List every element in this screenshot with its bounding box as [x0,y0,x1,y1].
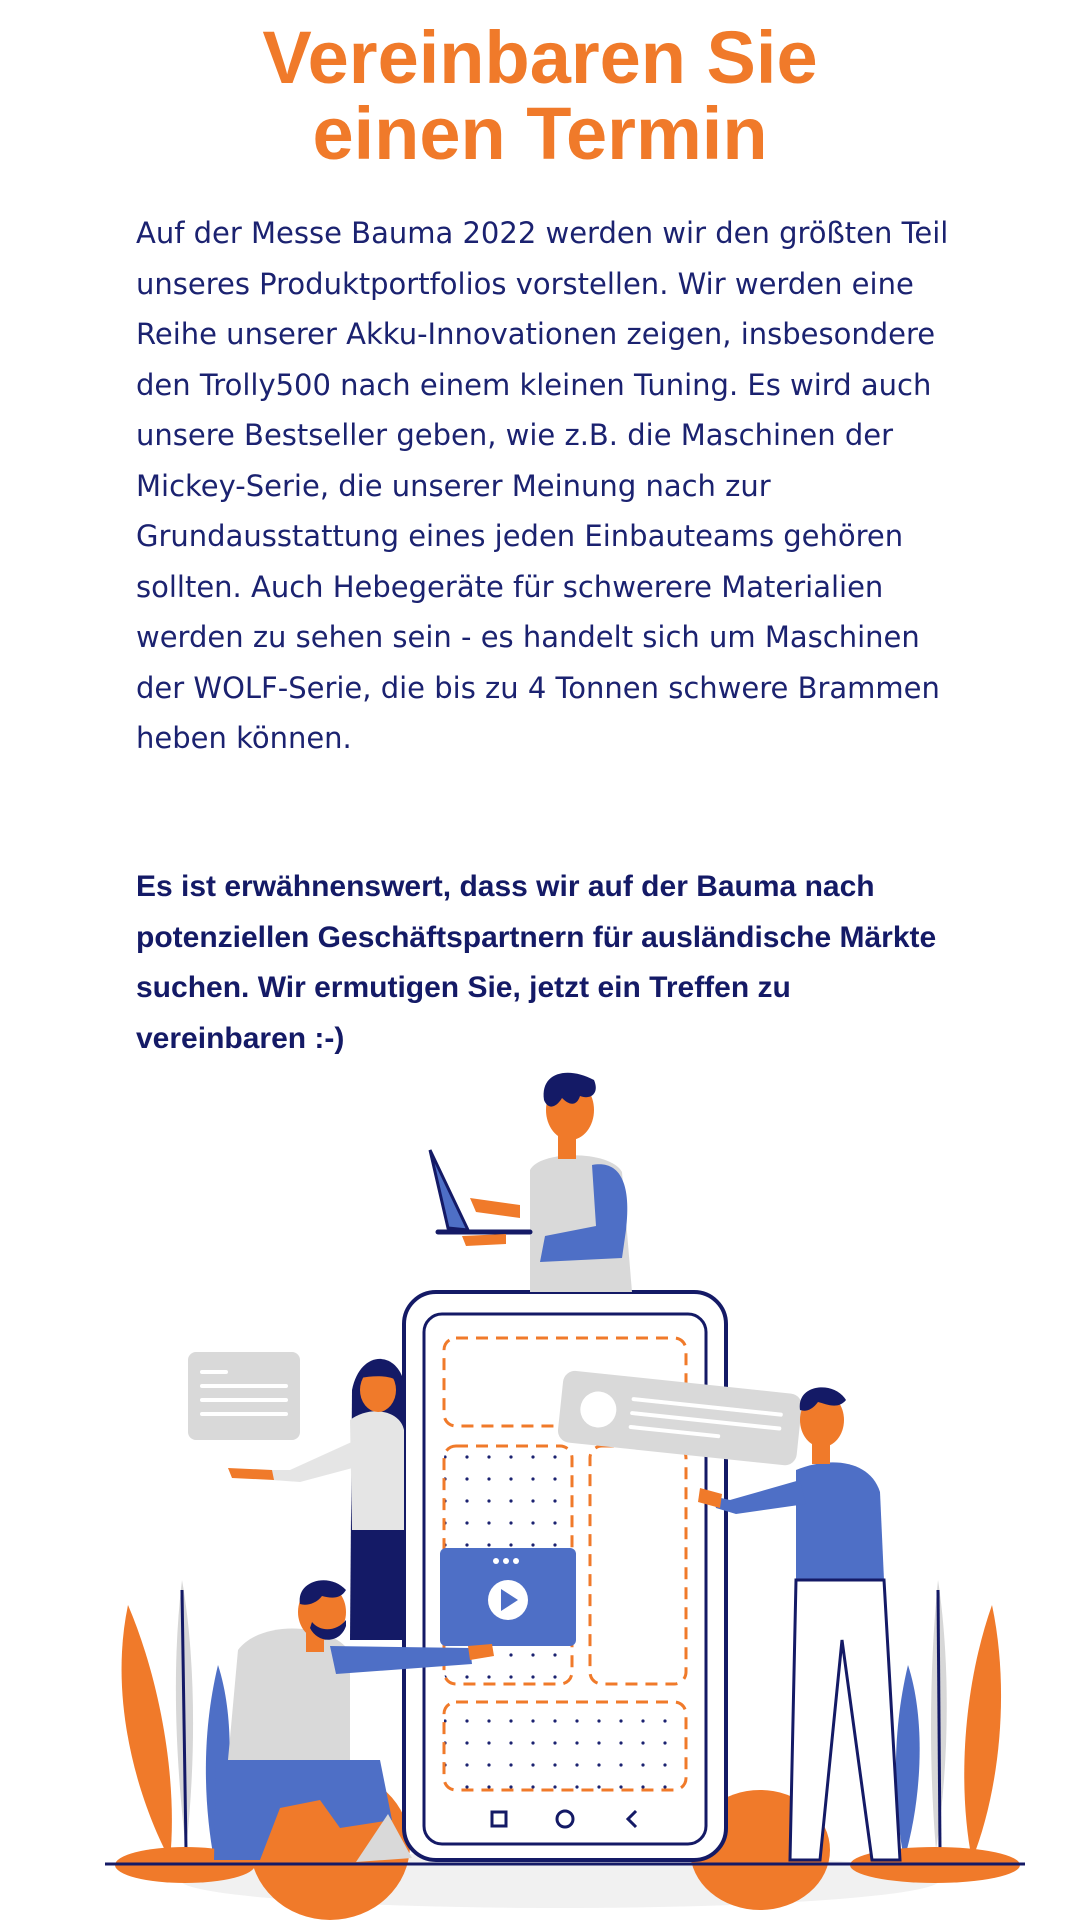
title-line-1: Vereinbaren Sie [262,16,818,99]
person-with-laptop [430,1073,632,1292]
laptop-icon [430,1150,530,1232]
emphasis-paragraph: Es ist erwähnenswert, dass wir auf der Bauma nach potenziellen Geschäftspartnern für ausländische Märkte suchen. Wir ermutigen Sie, jetzt ein Treffen zu vereinbaren :-) [136,870,937,1055]
chat-card-icon [188,1352,300,1440]
page-title [0,16,1080,175]
intro-paragraph: Auf der Messe Bauma 2022 werden wir den größten Teil unseres Produktportfolios vorstellen. Wir werden eine Reihe unserer Akku-Innovationen zeigen, insbesondere den Trolly500 nach einem kleinen Tuning. Es wird auch unsere Bestseller geben, wie z.B. die Maschinen der Mickey-Serie, die unserer Meinung nach zur Grundausstattung eines jeden Einbauteams gehören sollten. Auch Hebegeräte für schwerere Materialien werden zu sehen sein - es handelt sich um Maschinen der WOLF-Serie, die bis zu 4 Tonnen schwere Brammen heben können. [136,216,949,755]
video-play-icon [440,1548,576,1646]
screen-card-bottom [444,1702,686,1790]
title-line-2: einen Termin [312,92,768,175]
team-smartphone-illustration [0,1065,1080,1920]
